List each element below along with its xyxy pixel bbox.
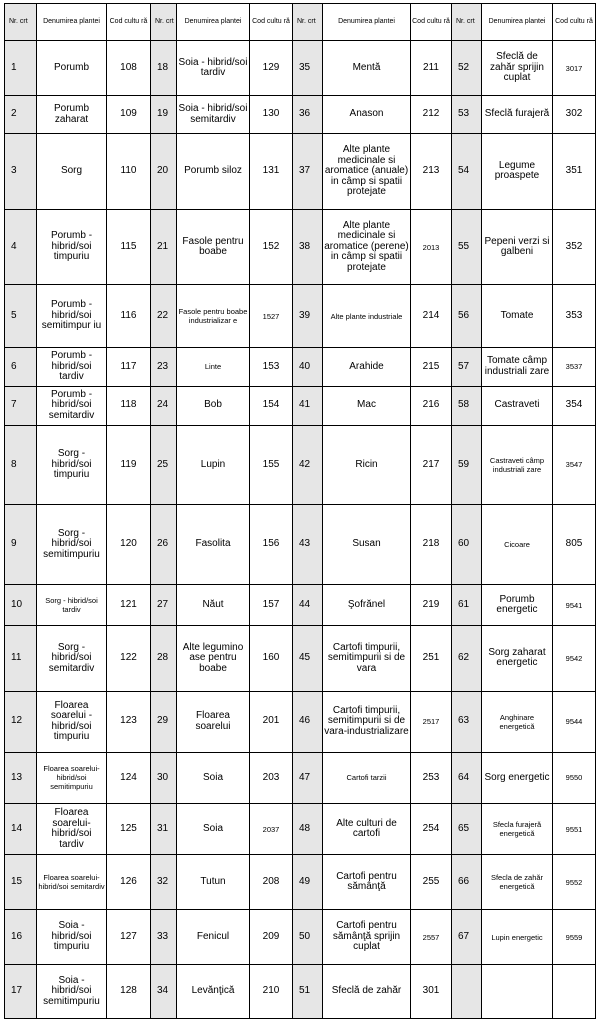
plant-name: Sfecla de zahăr energetică xyxy=(482,855,553,910)
row-number: 19 xyxy=(151,96,177,134)
crop-code: 218 xyxy=(411,505,452,585)
row-number: 4 xyxy=(5,209,37,285)
crop-code: 203 xyxy=(250,752,293,803)
row-number: 36 xyxy=(293,96,323,134)
table-row xyxy=(5,964,596,1018)
plant-name: Anason xyxy=(323,96,411,134)
plant-name: Soia - hibrid/soi semitimpuriu xyxy=(37,964,107,1018)
plant-name: Porumb zaharat xyxy=(37,96,107,134)
crop-code: 351 xyxy=(553,134,596,210)
table-row xyxy=(5,910,596,964)
plant-name: Cartofi timpurii, semitimpurii si de vara xyxy=(323,626,411,691)
crop-code: 124 xyxy=(107,752,151,803)
crop-code: 254 xyxy=(411,804,452,855)
plant-name: Cartofi timpurii, semitimpurii si de vara-industrializare xyxy=(323,691,411,752)
crop-code: 2013 xyxy=(411,209,452,285)
table-row xyxy=(5,505,596,585)
row-number: 42 xyxy=(293,425,323,505)
crop-code: 108 xyxy=(107,41,151,96)
row-number: 38 xyxy=(293,209,323,285)
plant-name: Porumb xyxy=(37,41,107,96)
row-number: 27 xyxy=(151,585,177,626)
plant-name: Sfeclă furajeră xyxy=(482,96,553,134)
plant-name: Sfecla furajeră energetică xyxy=(482,804,553,855)
plant-name: Lupin xyxy=(177,425,250,505)
crop-code: 121 xyxy=(107,585,151,626)
crop-code: 119 xyxy=(107,425,151,505)
plant-name: Alte culturi de cartofi xyxy=(323,804,411,855)
row-number: 24 xyxy=(151,386,177,425)
row-number: 15 xyxy=(5,855,37,910)
crop-code: 153 xyxy=(250,347,293,386)
crop-code: 805 xyxy=(553,505,596,585)
row-number: 3 xyxy=(5,134,37,210)
crop-code: 213 xyxy=(411,134,452,210)
table-row xyxy=(5,41,596,96)
row-number: 25 xyxy=(151,425,177,505)
crop-code: 215 xyxy=(411,347,452,386)
plant-name: Soia - hibrid/soi timpuriu xyxy=(37,910,107,964)
crop-codes-document xyxy=(4,3,595,1019)
row-number: 64 xyxy=(452,752,482,803)
crop-code: 3537 xyxy=(553,347,596,386)
crop-code: 9551 xyxy=(553,804,596,855)
plant-name: Cartofi pentru sămânţă sprijin cuplat xyxy=(323,910,411,964)
crop-code: 116 xyxy=(107,285,151,347)
row-number: 56 xyxy=(452,285,482,347)
row-number: 8 xyxy=(5,425,37,505)
table-header-row xyxy=(5,4,596,41)
row-number: 41 xyxy=(293,386,323,425)
row-number: 63 xyxy=(452,691,482,752)
plant-name: Cicoare xyxy=(482,505,553,585)
row-number: 44 xyxy=(293,585,323,626)
plant-name: Lupin energetic xyxy=(482,910,553,964)
row-number: 32 xyxy=(151,855,177,910)
crop-code: 9541 xyxy=(553,585,596,626)
crop-code: 201 xyxy=(250,691,293,752)
crop-code: 129 xyxy=(250,41,293,96)
crop-code: 130 xyxy=(250,96,293,134)
crop-code: 120 xyxy=(107,505,151,585)
crop-code: 211 xyxy=(411,41,452,96)
table-row xyxy=(5,626,596,691)
crop-code: 251 xyxy=(411,626,452,691)
plant-name: Susan xyxy=(323,505,411,585)
table-row xyxy=(5,96,596,134)
header-plant-name: Denumirea plantei xyxy=(482,4,553,41)
row-number: 21 xyxy=(151,209,177,285)
plant-name: Porumb siloz xyxy=(177,134,250,210)
row-number: 33 xyxy=(151,910,177,964)
header-plant-name: Denumirea plantei xyxy=(177,4,250,41)
plant-name: Levănţică xyxy=(177,964,250,1018)
row-number: 31 xyxy=(151,804,177,855)
table-body xyxy=(5,41,596,1019)
row-number: 47 xyxy=(293,752,323,803)
table-row xyxy=(5,386,596,425)
row-number: 9 xyxy=(5,505,37,585)
plant-name: Pepeni verzi si galbeni xyxy=(482,209,553,285)
plant-name: Floarea soarelui - hibrid/soi timpuriu xyxy=(37,691,107,752)
crop-code: 209 xyxy=(250,910,293,964)
plant-name: Tomate xyxy=(482,285,553,347)
crop-code: 2517 xyxy=(411,691,452,752)
plant-name: Floarea soarelui- hibrid/soi tardiv xyxy=(37,804,107,855)
row-number: 14 xyxy=(5,804,37,855)
crop-code: 216 xyxy=(411,386,452,425)
row-number: 65 xyxy=(452,804,482,855)
crop-codes-table xyxy=(4,3,596,1019)
crop-code: 9552 xyxy=(553,855,596,910)
row-number: 5 xyxy=(5,285,37,347)
row-number: 10 xyxy=(5,585,37,626)
crop-code: 255 xyxy=(411,855,452,910)
plant-name xyxy=(482,964,553,1018)
row-number: 62 xyxy=(452,626,482,691)
plant-name: Bob xyxy=(177,386,250,425)
header-crop-code: Cod cultu ră xyxy=(250,4,293,41)
table-row xyxy=(5,585,596,626)
plant-name: Porumb energetic xyxy=(482,585,553,626)
crop-code: 118 xyxy=(107,386,151,425)
crop-code: 152 xyxy=(250,209,293,285)
crop-code: 123 xyxy=(107,691,151,752)
plant-name: Anghinare energetică xyxy=(482,691,553,752)
crop-code: 9550 xyxy=(553,752,596,803)
plant-name: Alte plante medicinale si aromatice (perene) in câmp si spatii protejate xyxy=(323,209,411,285)
plant-name: Tutun xyxy=(177,855,250,910)
crop-code: 9542 xyxy=(553,626,596,691)
row-number: 48 xyxy=(293,804,323,855)
row-number: 12 xyxy=(5,691,37,752)
plant-name: Mac xyxy=(323,386,411,425)
row-number: 13 xyxy=(5,752,37,803)
table-row xyxy=(5,752,596,803)
header-crop-code: Cod cultu ră xyxy=(553,4,596,41)
plant-name: Sorg energetic xyxy=(482,752,553,803)
row-number: 60 xyxy=(452,505,482,585)
row-number: 11 xyxy=(5,626,37,691)
crop-code: 2037 xyxy=(250,804,293,855)
header-plant-name: Denumirea plantei xyxy=(323,4,411,41)
plant-name: Alte plante medicinale si aromatice (anuale) in câmp si spatii protejate xyxy=(323,134,411,210)
plant-name: Castraveti xyxy=(482,386,553,425)
crop-code: 9544 xyxy=(553,691,596,752)
crop-code: 155 xyxy=(250,425,293,505)
crop-code: 217 xyxy=(411,425,452,505)
plant-name: Sorg - hibrid/soi semitimpuriu xyxy=(37,505,107,585)
crop-code: 156 xyxy=(250,505,293,585)
plant-name: Sorg - hibrid/soi semitardiv xyxy=(37,626,107,691)
row-number: 20 xyxy=(151,134,177,210)
row-number: 26 xyxy=(151,505,177,585)
plant-name: Fasolita xyxy=(177,505,250,585)
crop-code: 253 xyxy=(411,752,452,803)
plant-name: Năut xyxy=(177,585,250,626)
plant-name: Mentă xyxy=(323,41,411,96)
crop-code: 110 xyxy=(107,134,151,210)
crop-code: 301 xyxy=(411,964,452,1018)
crop-code: 154 xyxy=(250,386,293,425)
plant-name: Sorg - hibrid/soi tardiv xyxy=(37,585,107,626)
plant-name: Castraveti câmp industriali zare xyxy=(482,425,553,505)
table-row xyxy=(5,134,596,210)
header-nr-crt: Nr. crt xyxy=(151,4,177,41)
header-plant-name: Denumirea plantei xyxy=(37,4,107,41)
crop-code: 115 xyxy=(107,209,151,285)
plant-name: Sorg - hibrid/soi timpuriu xyxy=(37,425,107,505)
plant-name: Porumb - hibrid/soi semitardiv xyxy=(37,386,107,425)
plant-name: Alte plante industriale xyxy=(323,285,411,347)
plant-name: Soia - hibrid/soi tardiv xyxy=(177,41,250,96)
table-row xyxy=(5,347,596,386)
row-number: 22 xyxy=(151,285,177,347)
header-crop-code: Cod cultu ră xyxy=(411,4,452,41)
row-number: 61 xyxy=(452,585,482,626)
row-number: 34 xyxy=(151,964,177,1018)
row-number: 29 xyxy=(151,691,177,752)
row-number: 67 xyxy=(452,910,482,964)
row-number: 28 xyxy=(151,626,177,691)
row-number: 37 xyxy=(293,134,323,210)
plant-name: Cartofi tarzii xyxy=(323,752,411,803)
plant-name: Sorg xyxy=(37,134,107,210)
row-number: 50 xyxy=(293,910,323,964)
crop-code: 109 xyxy=(107,96,151,134)
plant-name: Alte legumino ase pentru boabe xyxy=(177,626,250,691)
row-number: 52 xyxy=(452,41,482,96)
crop-code: 302 xyxy=(553,96,596,134)
table-row xyxy=(5,209,596,285)
crop-code: 2557 xyxy=(411,910,452,964)
table-row xyxy=(5,425,596,505)
row-number: 1 xyxy=(5,41,37,96)
row-number: 35 xyxy=(293,41,323,96)
table-row xyxy=(5,804,596,855)
plant-name: Porumb - hibrid/soi semitimpur iu xyxy=(37,285,107,347)
crop-code: 9559 xyxy=(553,910,596,964)
row-number: 58 xyxy=(452,386,482,425)
plant-name: Soia xyxy=(177,804,250,855)
crop-code: 208 xyxy=(250,855,293,910)
plant-name: Sfeclă de zahăr xyxy=(323,964,411,1018)
plant-name: Sfeclă de zahăr sprijin cuplat xyxy=(482,41,553,96)
table-row xyxy=(5,855,596,910)
crop-code: 214 xyxy=(411,285,452,347)
plant-name: Floarea soarelui- hibrid/soi semitardiv xyxy=(37,855,107,910)
crop-code: 210 xyxy=(250,964,293,1018)
crop-code: 117 xyxy=(107,347,151,386)
header-crop-code: Cod cultu ră xyxy=(107,4,151,41)
plant-name: Arahide xyxy=(323,347,411,386)
plant-name: Legume proaspete xyxy=(482,134,553,210)
plant-name: Ricin xyxy=(323,425,411,505)
crop-code: 122 xyxy=(107,626,151,691)
row-number: 2 xyxy=(5,96,37,134)
crop-code: 160 xyxy=(250,626,293,691)
plant-name: Fasole pentru boabe xyxy=(177,209,250,285)
row-number: 16 xyxy=(5,910,37,964)
crop-code: 128 xyxy=(107,964,151,1018)
crop-code: 126 xyxy=(107,855,151,910)
plant-name: Porumb - hibrid/soi timpuriu xyxy=(37,209,107,285)
row-number: 54 xyxy=(452,134,482,210)
plant-name: Floarea soarelui xyxy=(177,691,250,752)
row-number: 40 xyxy=(293,347,323,386)
crop-code: 125 xyxy=(107,804,151,855)
row-number: 49 xyxy=(293,855,323,910)
row-number: 18 xyxy=(151,41,177,96)
row-number: 17 xyxy=(5,964,37,1018)
crop-code: 3017 xyxy=(553,41,596,96)
crop-code: 127 xyxy=(107,910,151,964)
crop-code: 352 xyxy=(553,209,596,285)
row-number: 30 xyxy=(151,752,177,803)
header-nr-crt: Nr. crt xyxy=(5,4,37,41)
row-number: 55 xyxy=(452,209,482,285)
table-row xyxy=(5,285,596,347)
plant-name: Linte xyxy=(177,347,250,386)
row-number: 7 xyxy=(5,386,37,425)
crop-code: 1527 xyxy=(250,285,293,347)
plant-name: Sorg zaharat energetic xyxy=(482,626,553,691)
row-number: 53 xyxy=(452,96,482,134)
plant-name: Porumb - hibrid/soi tardiv xyxy=(37,347,107,386)
crop-code: 131 xyxy=(250,134,293,210)
row-number: 39 xyxy=(293,285,323,347)
header-nr-crt: Nr. crt xyxy=(293,4,323,41)
plant-name: Şofrănel xyxy=(323,585,411,626)
plant-name: Cartofi pentru sămânţă xyxy=(323,855,411,910)
crop-code: 157 xyxy=(250,585,293,626)
header-nr-crt: Nr. crt xyxy=(452,4,482,41)
row-number: 66 xyxy=(452,855,482,910)
crop-code: 212 xyxy=(411,96,452,134)
plant-name: Fenicul xyxy=(177,910,250,964)
row-number: 43 xyxy=(293,505,323,585)
row-number: 57 xyxy=(452,347,482,386)
table-row xyxy=(5,691,596,752)
row-number: 45 xyxy=(293,626,323,691)
row-number: 51 xyxy=(293,964,323,1018)
crop-code: 353 xyxy=(553,285,596,347)
plant-name: Tomate câmp industriali zare xyxy=(482,347,553,386)
row-number: 59 xyxy=(452,425,482,505)
plant-name: Fasole pentru boabe industrializar e xyxy=(177,285,250,347)
crop-code: 354 xyxy=(553,386,596,425)
row-number: 6 xyxy=(5,347,37,386)
row-number: 23 xyxy=(151,347,177,386)
row-number xyxy=(452,964,482,1018)
row-number: 46 xyxy=(293,691,323,752)
crop-code xyxy=(553,964,596,1018)
crop-code: 219 xyxy=(411,585,452,626)
crop-code: 3547 xyxy=(553,425,596,505)
plant-name: Soia - hibrid/soi semitardiv xyxy=(177,96,250,134)
plant-name: Floarea soarelui- hibrid/soi semitimpuriu xyxy=(37,752,107,803)
plant-name: Soia xyxy=(177,752,250,803)
